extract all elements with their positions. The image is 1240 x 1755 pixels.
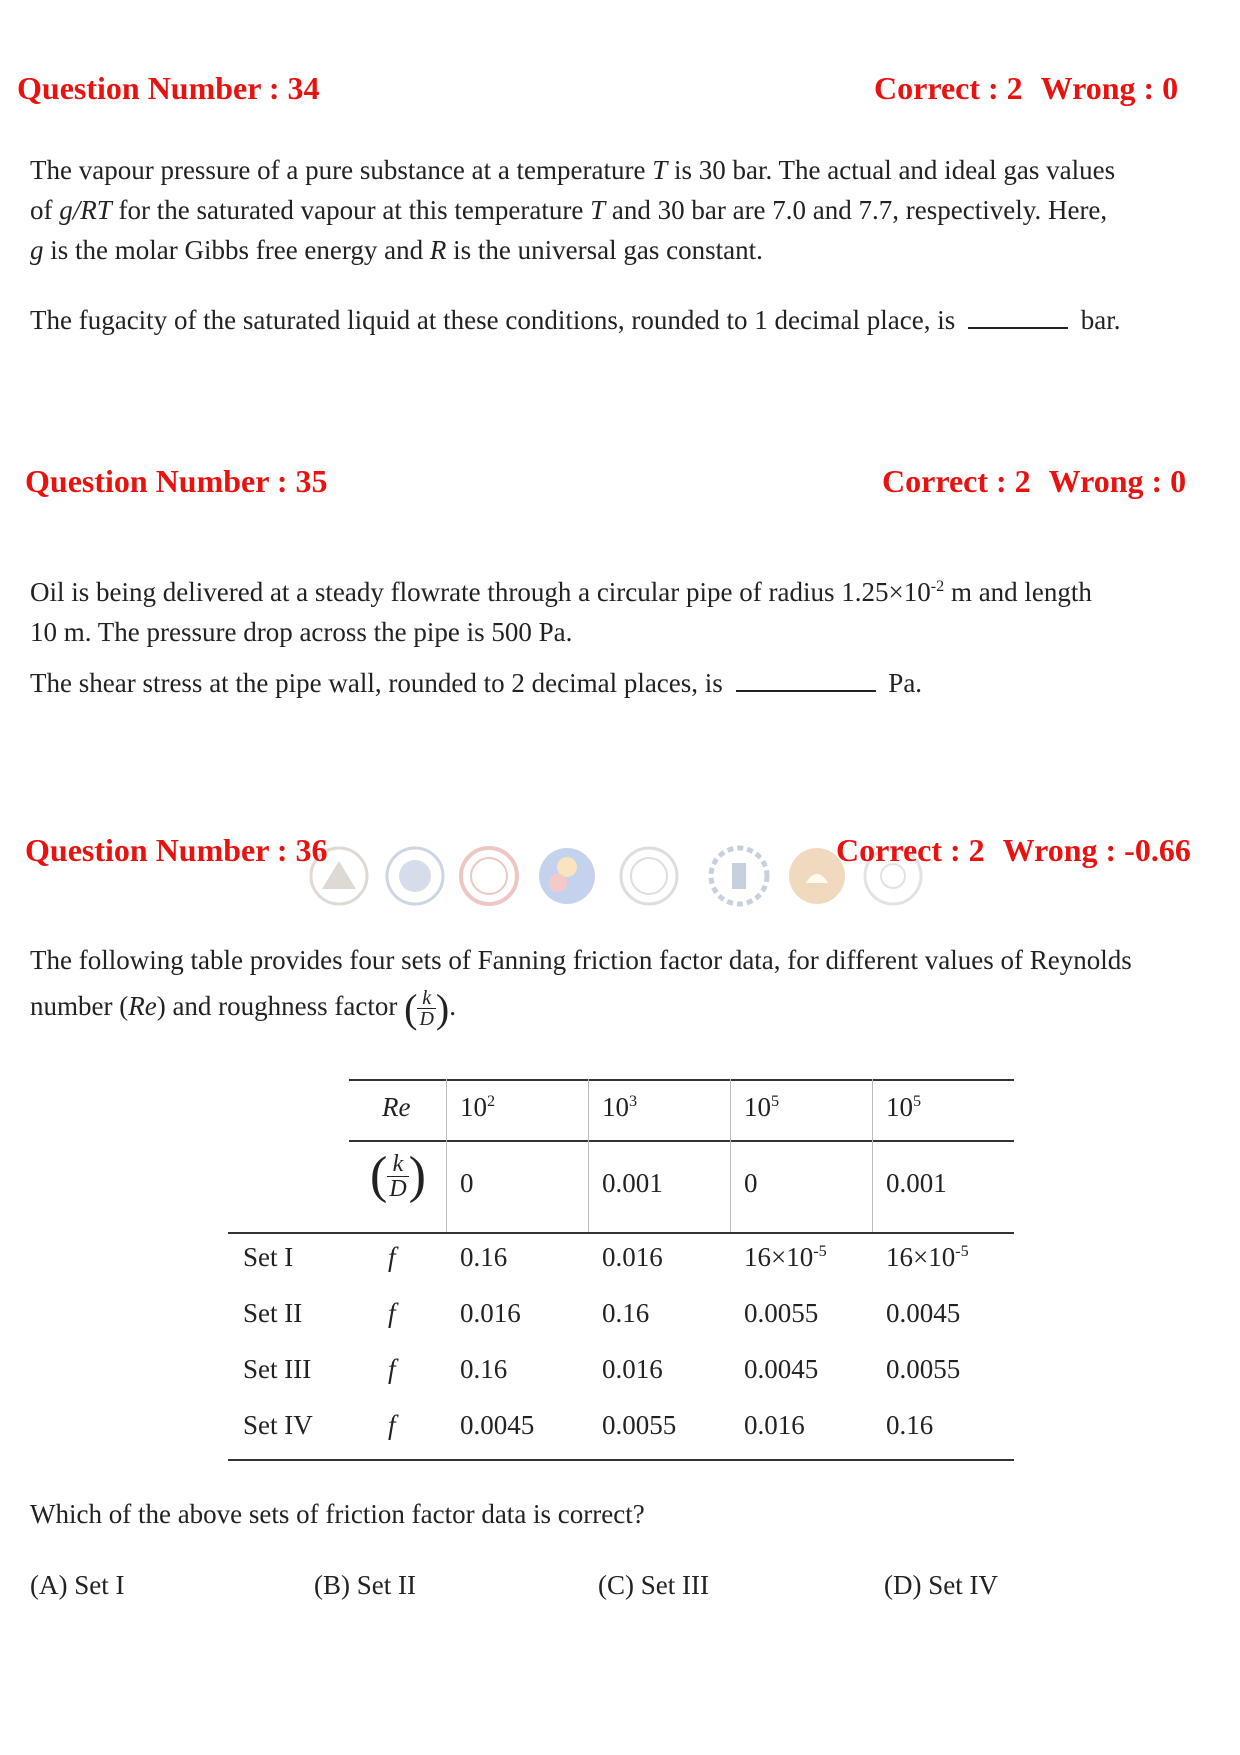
set-label: Set IV [243,1410,313,1440]
question-36-heading: Question Number : 36 [25,832,328,868]
re-value: $10^2$ [460,1092,496,1122]
wrong-marks: Wrong : 0 [1040,70,1179,106]
question-36-prompt: Which of the above sets of friction factor data is correct? [30,1499,645,1529]
answer-blank [968,303,1068,329]
option-d[interactable]: (D) Set IV [884,1570,998,1600]
roughness-value: 0.001 [886,1168,947,1198]
f-value: 0.16 [886,1410,934,1440]
f-value: 0.016 [460,1298,521,1328]
institute-logo-icon [536,845,598,907]
institute-logo-icon [384,845,446,907]
re-value: $10^3$ [602,1092,638,1122]
f-value: 0.0045 [460,1410,535,1440]
f-value: 0.0045 [886,1298,961,1328]
roughness-value: 0.001 [602,1168,663,1198]
question-35-marks [882,463,1186,500]
set-label: Set III [243,1354,312,1384]
institute-logo-icon [708,845,770,907]
f-symbol: f [388,1410,396,1440]
option-b[interactable]: (B) Set II [314,1570,416,1600]
option-c[interactable]: (C) Set III [598,1570,709,1600]
correct-marks: Correct : 2 [882,463,1031,499]
question-34-heading: Question Number : 34 [17,70,320,106]
question-35-prompt: The shear stress at the pipe wall, rounded to 2 decimal places, is Pa. [30,668,923,698]
f-symbol: f [388,1298,396,1328]
option-a[interactable]: (A) Set I [30,1570,125,1600]
wrong-marks: Wrong : -0.66 [1002,832,1191,868]
question-34-text: The vapour pressure of a pure substance at a temperature T is 30 bar. The actual and ideal gas values of g/RT for the saturated vapour at this temperature T and 30 bar are 7.0 and 7.7, respectively. Here, g is the molar Gibbs free energy and R is the universal gas constant. [30,155,1116,265]
set-label: Set II [243,1298,303,1328]
re-value: $10^5$ [886,1092,922,1122]
set-label: Set I [243,1242,294,1272]
f-value: 0.016 [744,1410,805,1440]
f-symbol: f [388,1242,396,1272]
f-value: 0.16 [460,1242,508,1272]
question-34-prompt: The fugacity of the saturated liquid at these conditions, rounded to 1 decimal place, is bar. [30,305,1121,335]
re-value: $10^5$ [744,1092,780,1122]
f-value: 0.0055 [602,1410,677,1440]
question-35-heading: Question Number : 35 [25,463,328,499]
re-header: Re [382,1092,411,1122]
f-value: 0.0055 [886,1354,961,1384]
question-36-text: The following table provides four sets of Fanning friction factor data, for different values of Reynolds number (Re) and roughness factor ( $\frac{k}{D}$ ). [30,945,1132,1031]
f-value: $16\times 10^{-5}$ [744,1242,827,1272]
f-value: 0.0045 [744,1354,819,1384]
institute-logo-icon [458,845,520,907]
wrong-marks: Wrong : 0 [1048,463,1187,499]
f-value: 0.0055 [744,1298,819,1328]
f-value: 0.16 [460,1354,508,1384]
question-34-marks [874,70,1178,107]
institute-logo-icon [618,845,680,907]
roughness-value: 0 [460,1168,474,1198]
roughness-header: ( $\frac{k}{D}$ ) [370,1147,426,1204]
f-value: 0.16 [602,1298,650,1328]
answer-blank [736,666,876,692]
correct-marks: Correct : 2 [836,832,985,868]
roughness-value: 0 [744,1168,758,1198]
correct-marks: Correct : 2 [874,70,1023,106]
question-36-marks [836,832,1191,869]
f-symbol: f [388,1354,396,1384]
question-35-text: Oil is being delivered at a steady flowrate through a circular pipe of radius $1.25\times 10^{-2}$ m and length 10 m. The pressure drop across the pipe is 500 Pa. [30,577,1092,647]
f-value: 0.016 [602,1354,663,1384]
f-value: 0.016 [602,1242,663,1272]
f-value: $16\times 10^{-5}$ [886,1242,969,1272]
